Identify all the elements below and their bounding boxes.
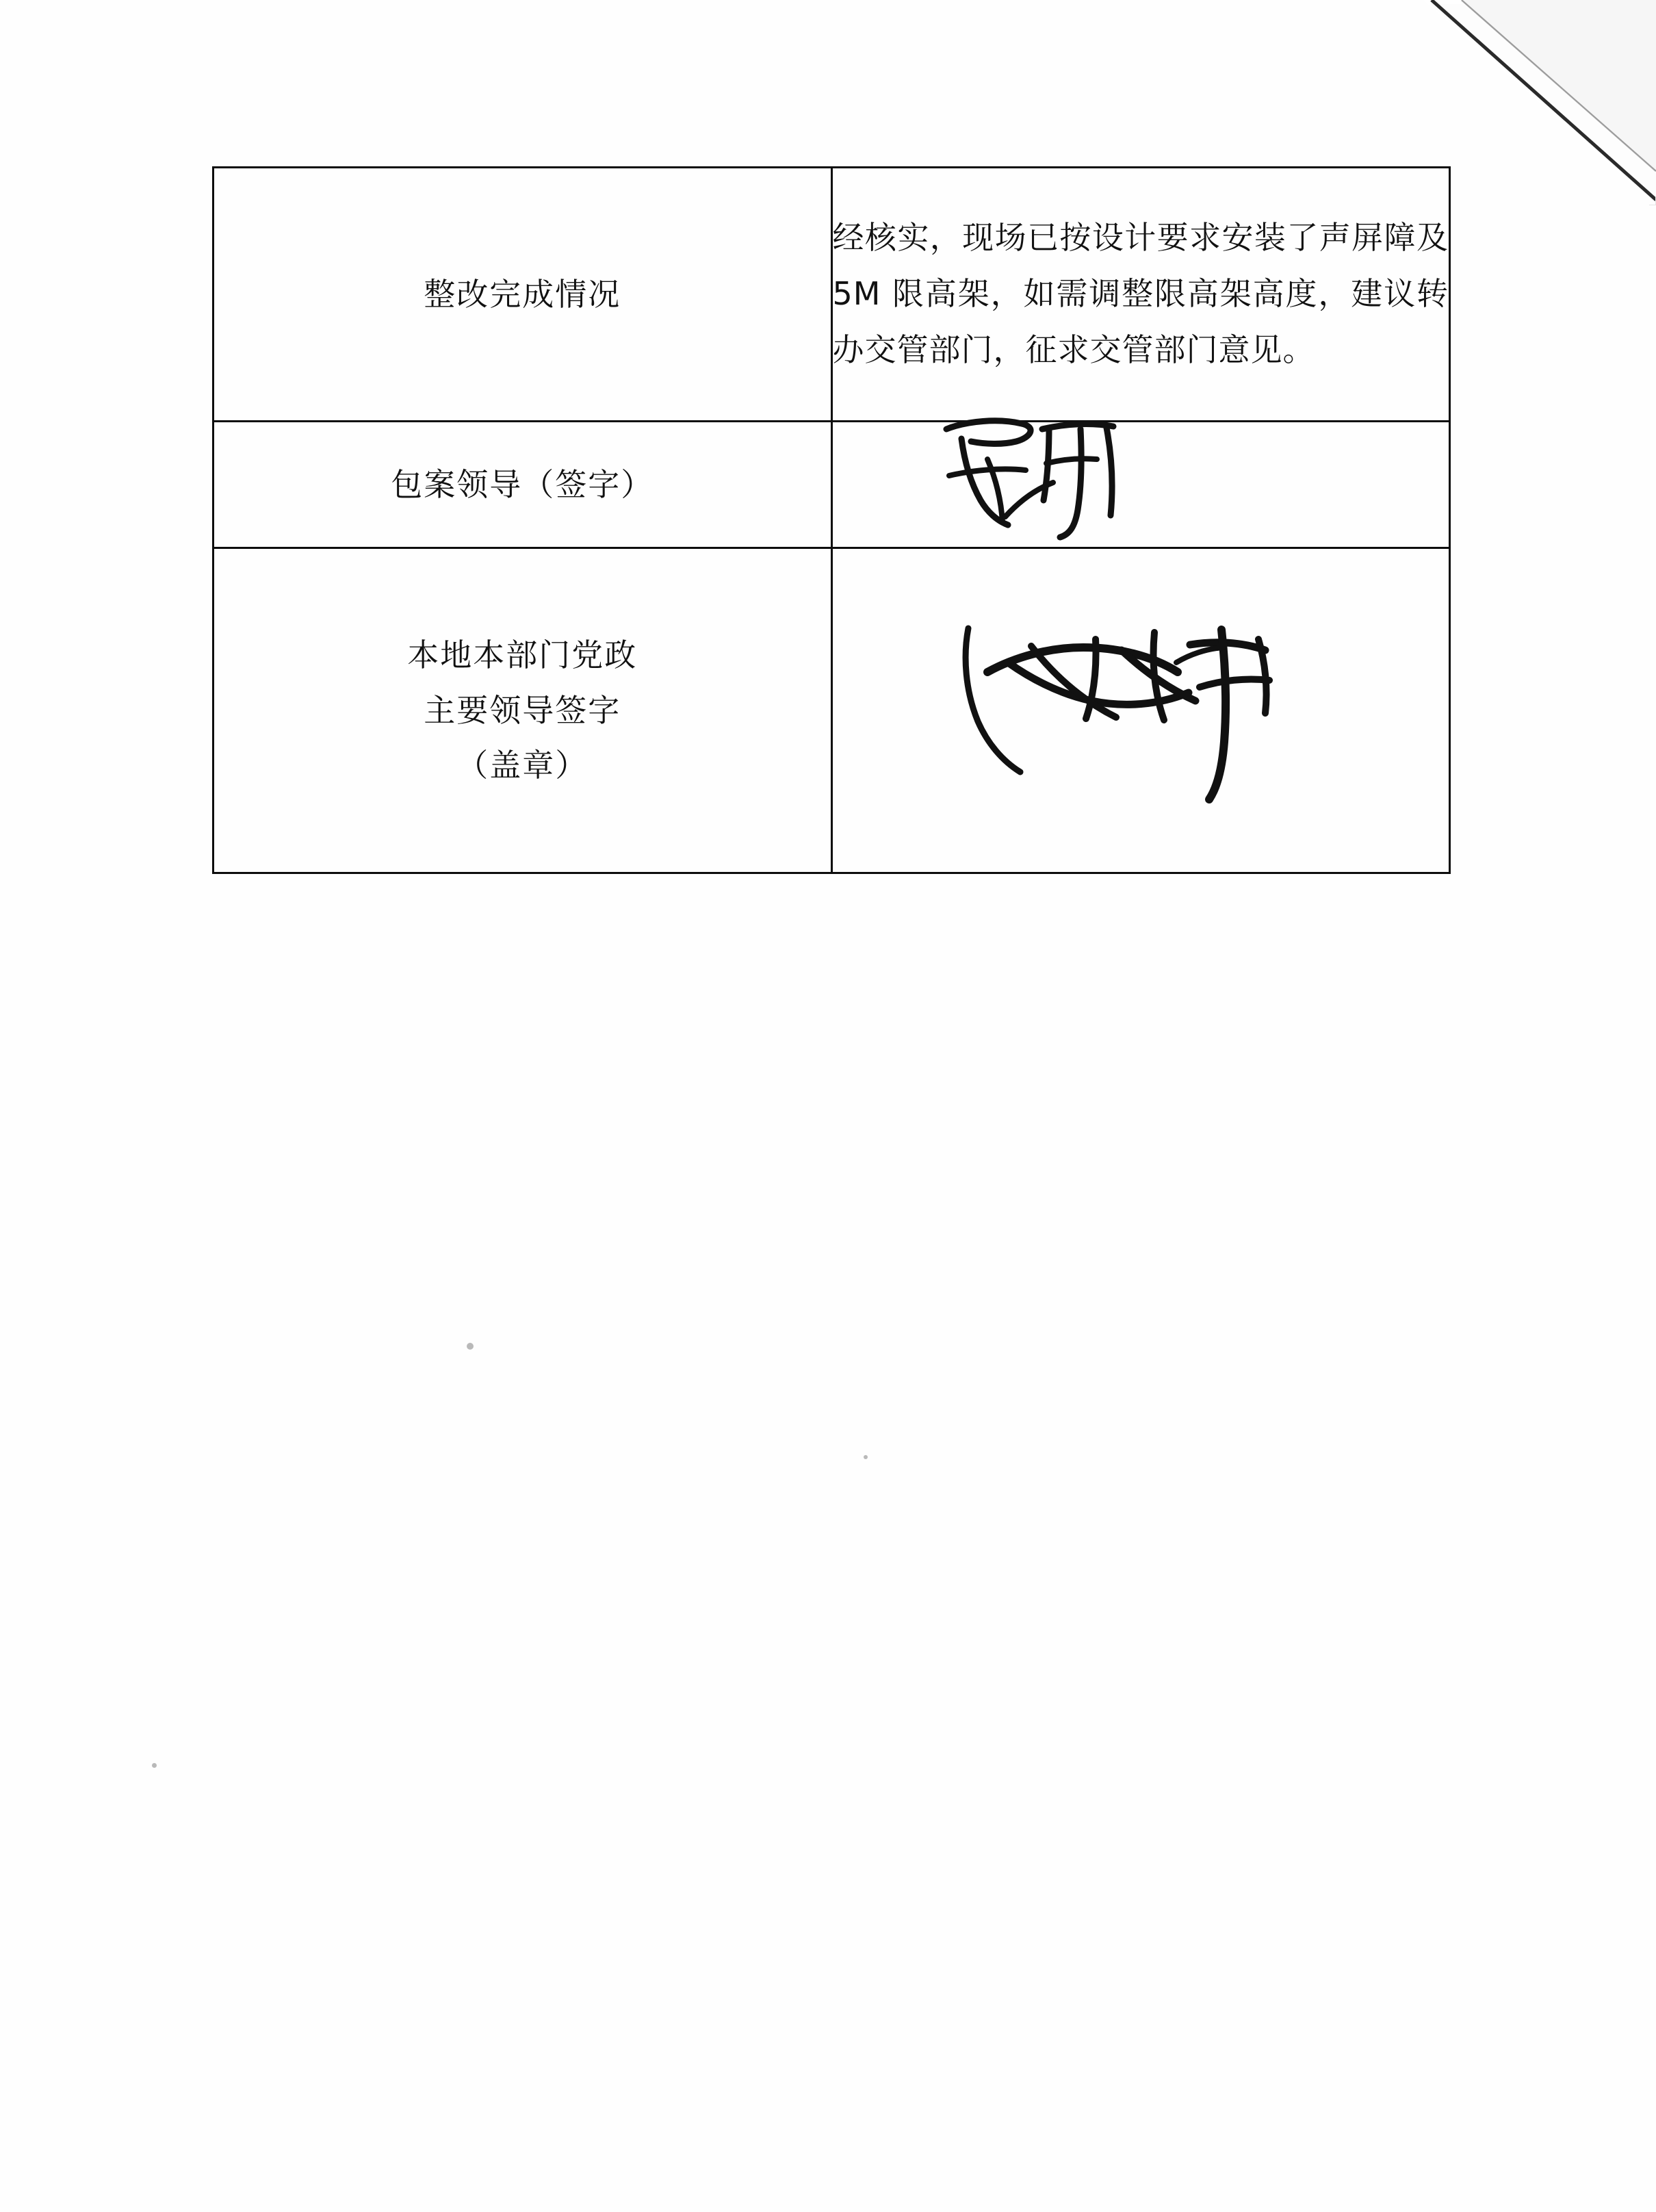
label-line: （盖章） xyxy=(456,747,588,784)
row-label-rectification-status xyxy=(214,168,832,422)
row-label-case-leader-signature xyxy=(214,422,832,548)
row-value-party-leader-signature xyxy=(831,548,1450,873)
label-line: 包案领导（签字） xyxy=(391,465,654,503)
scan-speck xyxy=(152,1763,157,1768)
row-value-rectification-status: 经核实，现场已按设计要求安装了声屏障及 5M 限高架，如需调整限高架高度，建议转办交管部门，征求交管部门意见。 xyxy=(831,168,1450,422)
row-value-case-leader-signature xyxy=(831,422,1450,548)
table-row xyxy=(214,548,1450,873)
table-row xyxy=(214,422,1450,548)
handwritten-signature-icon xyxy=(922,394,1209,558)
table-row xyxy=(214,168,1450,422)
scan-speck xyxy=(467,1343,474,1350)
scan-speck xyxy=(864,1455,868,1459)
row-label-party-leader-signature xyxy=(214,548,832,873)
rectification-form-table xyxy=(212,166,1451,874)
label-line: 主要领导签字 xyxy=(424,691,621,729)
handwritten-signature-icon xyxy=(949,591,1373,824)
label-line: 本地本部门党政 xyxy=(407,636,638,674)
label-line: 整改完成情况 xyxy=(424,275,621,313)
